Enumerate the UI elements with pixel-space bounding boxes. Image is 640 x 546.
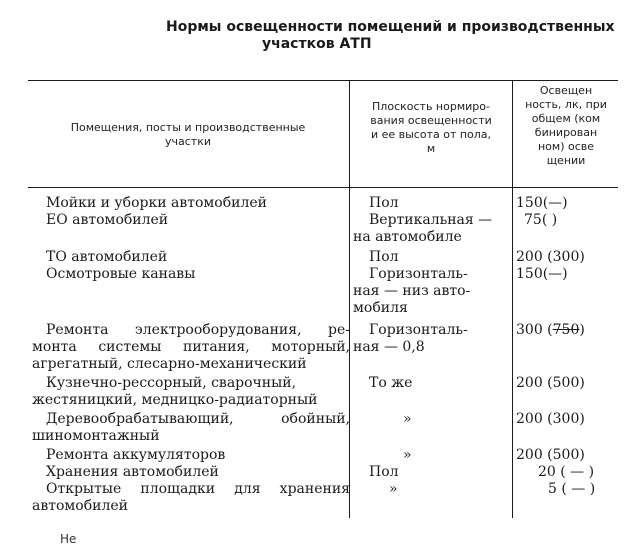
row-plane [353,266,511,317]
row-premises-line: Хранения автомобилей [46,464,219,480]
row-illuminance: 75( ) [524,212,558,228]
row-illuminance: 200 (500) [516,375,585,391]
row-plane [353,481,511,498]
row-plane-line: Горизонталь- [369,322,468,338]
row-premises-line: монта системы питания, моторный, [32,339,350,355]
row-illuminance-struck-value: 750 [552,322,580,338]
row-premises-line: Ремонта аккумуляторов [46,447,226,463]
row-premises-line: жестяницкий, медницко-радиаторный [32,392,318,408]
header-illuminance-line: Освещен [539,84,593,97]
header-illuminance-line: общем (ком [531,112,601,125]
row-plane [353,212,511,246]
row-plane-line: Пол [369,249,399,265]
header-illuminance-line: ном) осве [537,140,595,153]
header-plane-line: вания освещенности [370,114,492,127]
row-plane-line: ная — 0,8 [353,339,425,355]
header-premises-line: участки [165,135,211,148]
row-plane-line: ная — низ авто- [353,283,471,299]
row-plane-line: на автомобиле [353,229,462,245]
header-bottom-rule [28,187,618,188]
row-plane-line: То же [369,375,413,391]
row-premises [32,481,350,515]
row-plane-line: Горизонталь- [369,266,468,282]
row-premises-line: Открытые площадки для хранения [46,481,350,497]
row-premises-line: автомобилей [32,498,128,514]
row-illuminance: 150(—) [516,266,568,282]
header-premises [32,121,344,149]
column-divider-2 [512,80,513,518]
row-plane-line: » [389,481,398,497]
row-plane-line: » [403,411,412,427]
row-illuminance: 150(—) [516,195,568,211]
row-illuminance: 20 ( — ) [538,464,595,480]
row-premises [32,212,350,229]
header-illuminance-line: бинирован [534,126,598,139]
row-premises-line: Мойки и уборки автомобилей [46,195,267,211]
row-plane [353,447,511,464]
row-premises [32,322,350,373]
row-premises-line: агрегатный, слесарно-механический [32,356,307,372]
row-premises-line: ЕО автомобилей [46,212,169,228]
row-premises-line: ТО автомобилей [46,249,168,265]
header-illuminance-line: щении [546,154,586,167]
header-plane-line: и ее высота от пола, [370,128,492,141]
header-plane [351,100,511,156]
row-premises-line: шиномонтажный [32,428,160,444]
row-plane [353,411,511,428]
table-top-rule [28,80,618,81]
row-premises [32,447,350,464]
row-illuminance: 5 ( — ) [548,481,596,497]
header-plane-line: Плоскость нормиро- [372,100,490,113]
row-premises-line: Осмотровые канавы [46,266,196,282]
row-premises [32,249,350,266]
row-premises [32,375,350,409]
row-plane-line: » [403,447,412,463]
row-illuminance: 200 (500) [516,447,585,463]
table-title-line-2: участков АТП [262,36,372,52]
row-illuminance: 200 (300) [516,411,585,427]
header-plane-line: м [426,142,436,155]
row-illuminance [516,322,616,339]
row-premises [32,411,350,445]
header-illuminance-line: ность, лк, при [525,98,607,111]
row-plane [353,322,511,356]
row-plane [353,375,511,392]
row-plane-line: Пол [369,464,399,480]
row-premises-line: Деревообрабатывающий, обойный, [46,411,350,427]
row-plane [353,195,511,212]
row-illuminance: 200 (300) [516,249,585,265]
row-plane-line: мобиля [353,300,408,316]
row-illuminance-close: ) [579,322,585,338]
row-premises-line: Ремонта электрооборудования, ре- [46,322,350,338]
header-illuminance [514,84,618,168]
table-title-line-1: Нормы освещенности помещений и производственных [166,19,615,35]
row-premises [32,195,350,212]
row-plane [353,464,511,481]
row-plane-line: Пол [369,195,399,211]
row-premises [32,464,350,481]
page-footer-fragment: Не [60,532,77,546]
row-plane-line: Вертикальная — [369,212,493,228]
row-plane [353,249,511,266]
row-premises [32,266,350,283]
row-premises-line: Кузнечно-рессорный, сварочный, [46,375,297,391]
header-premises-line: Помещения, посты и производственные [70,121,306,134]
row-illuminance-value: 300 ( [516,322,553,338]
